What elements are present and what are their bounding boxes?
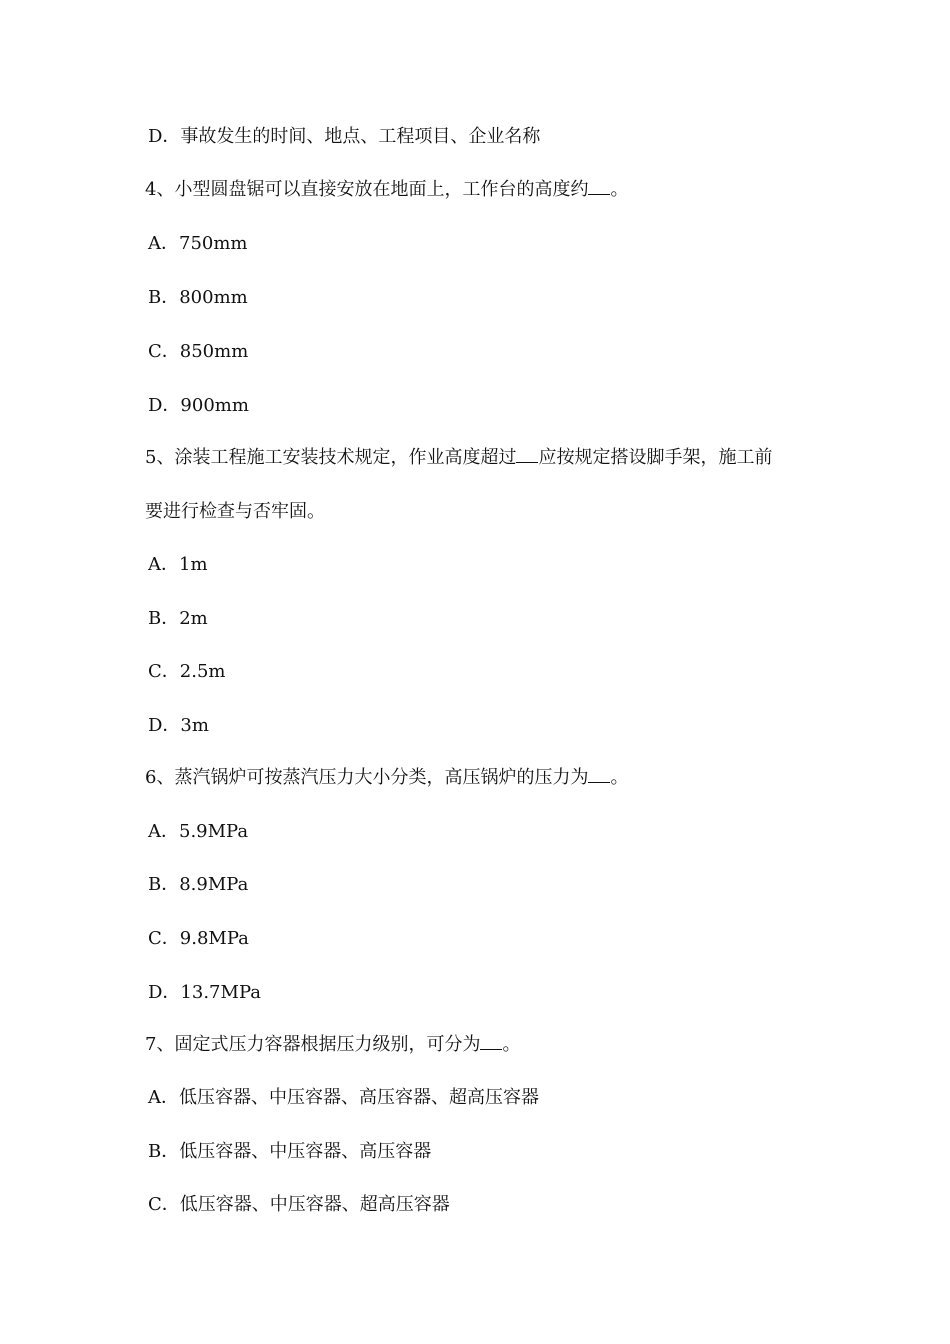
- q5-stem-end: 应按规定搭设脚手架，施工前: [538, 447, 773, 468]
- q4-stem: 4、小型圆盘锯可以直接安放在地面上，工作台的高度约: [145, 179, 589, 200]
- q5-question-continuation: 要进行检查与否牢固。: [145, 501, 325, 522]
- q6-option-d: D．13.7MPa: [148, 982, 261, 1003]
- q6-stem: 6、蒸汽锅炉可按蒸汽压力大小分类，高压锅炉的压力为: [145, 767, 589, 788]
- answer-blank: [588, 766, 610, 783]
- q7-stem-end: 。: [502, 1034, 521, 1055]
- answer-blank: [516, 446, 538, 463]
- q6-question: [145, 766, 628, 790]
- q6-option-c: C．9.8MPa: [148, 928, 249, 949]
- q3-option-d: D．事故发生的时间、地点、工程项目、企业名称: [148, 126, 541, 147]
- q5-stem: 5、涂装工程施工安装技术规定，作业高度超过: [145, 447, 517, 468]
- q7-question: [145, 1033, 520, 1057]
- q5-option-a: A．1m: [148, 554, 208, 575]
- q4-question: [145, 178, 628, 202]
- q6-option-a: A．5.9MPa: [148, 821, 249, 842]
- q4-option-b: B．800mm: [148, 287, 248, 308]
- q4-option-a: A．750mm: [148, 233, 248, 254]
- q7-stem: 7、固定式压力容器根据压力级别，可分为: [145, 1034, 481, 1055]
- q4-option-d: D．900mm: [148, 395, 249, 416]
- q5-option-d: D．3m: [148, 715, 209, 736]
- q5-question: [145, 446, 772, 470]
- q7-option-b: B．低压容器、中压容器、高压容器: [148, 1141, 432, 1162]
- answer-blank: [588, 178, 610, 195]
- q5-option-b: B．2m: [148, 608, 208, 629]
- q7-option-c: C．低压容器、中压容器、超高压容器: [148, 1194, 450, 1215]
- q4-option-c: C．850mm: [148, 341, 249, 362]
- q6-stem-end: 。: [610, 767, 629, 788]
- q5-option-c: C．2.5m: [148, 661, 226, 682]
- answer-blank: [480, 1033, 502, 1050]
- q7-option-a: A．低压容器、中压容器、高压容器、超高压容器: [148, 1087, 539, 1108]
- q4-stem-end: 。: [610, 179, 629, 200]
- q6-option-b: B．8.9MPa: [148, 874, 249, 895]
